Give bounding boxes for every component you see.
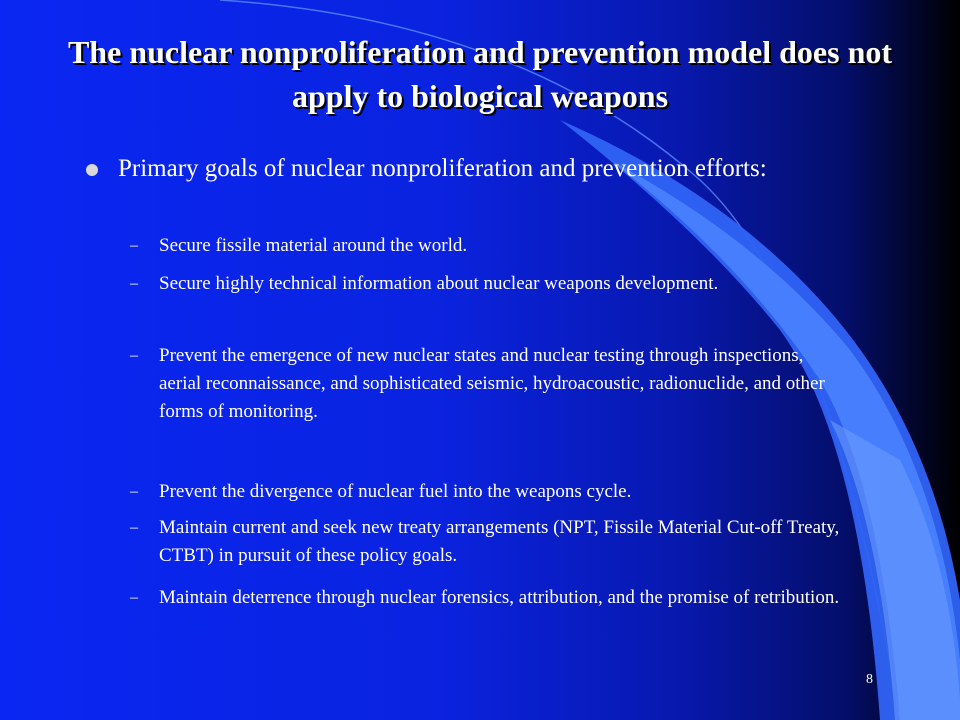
main-bullet-text: Primary goals of nuclear nonproliferation and prevention efforts: xyxy=(118,155,767,182)
slide-title: The nuclear nonproliferation and prevention model does not apply to biological weapons xyxy=(67,34,893,114)
dash-icon: – xyxy=(130,237,138,254)
bullet-dot-icon xyxy=(86,164,98,176)
sub-bullet-text: Maintain deterrence through nuclear forensics, attribution, and the promise of retribution. xyxy=(159,587,840,608)
sub-bullet-text: Secure fissile material around the world. xyxy=(159,235,468,256)
sub-bullet xyxy=(130,584,850,612)
main-bullet xyxy=(86,152,866,185)
page-number: 8 xyxy=(866,672,873,687)
sub-bullet-text: Prevent the divergence of nuclear fuel into the weapons cycle. xyxy=(159,481,632,502)
dash-icon: – xyxy=(130,483,138,500)
sub-bullet-text: Secure highly technical information about nuclear weapons development. xyxy=(159,273,719,294)
dash-icon: – xyxy=(130,275,138,292)
dash-icon: – xyxy=(130,519,138,536)
sub-bullet xyxy=(130,478,850,506)
sub-bullet xyxy=(130,270,850,298)
sub-bullet xyxy=(130,342,850,426)
sub-bullet xyxy=(130,232,850,260)
sub-bullet xyxy=(130,514,850,570)
dash-icon: – xyxy=(130,589,138,606)
sub-bullet-text: Maintain current and seek new treaty arrangements (NPT, Fissile Material Cut-off Treaty, CTBT) in pursuit of these policy goals. xyxy=(159,517,840,566)
dash-icon: – xyxy=(130,347,138,364)
sub-bullet-text: Prevent the emergence of new nuclear states and nuclear testing through inspections, aerial reconnaissance, and sophisticated seismic, hydroacoustic, radionuclide, and other forms of monitoring. xyxy=(159,345,825,422)
